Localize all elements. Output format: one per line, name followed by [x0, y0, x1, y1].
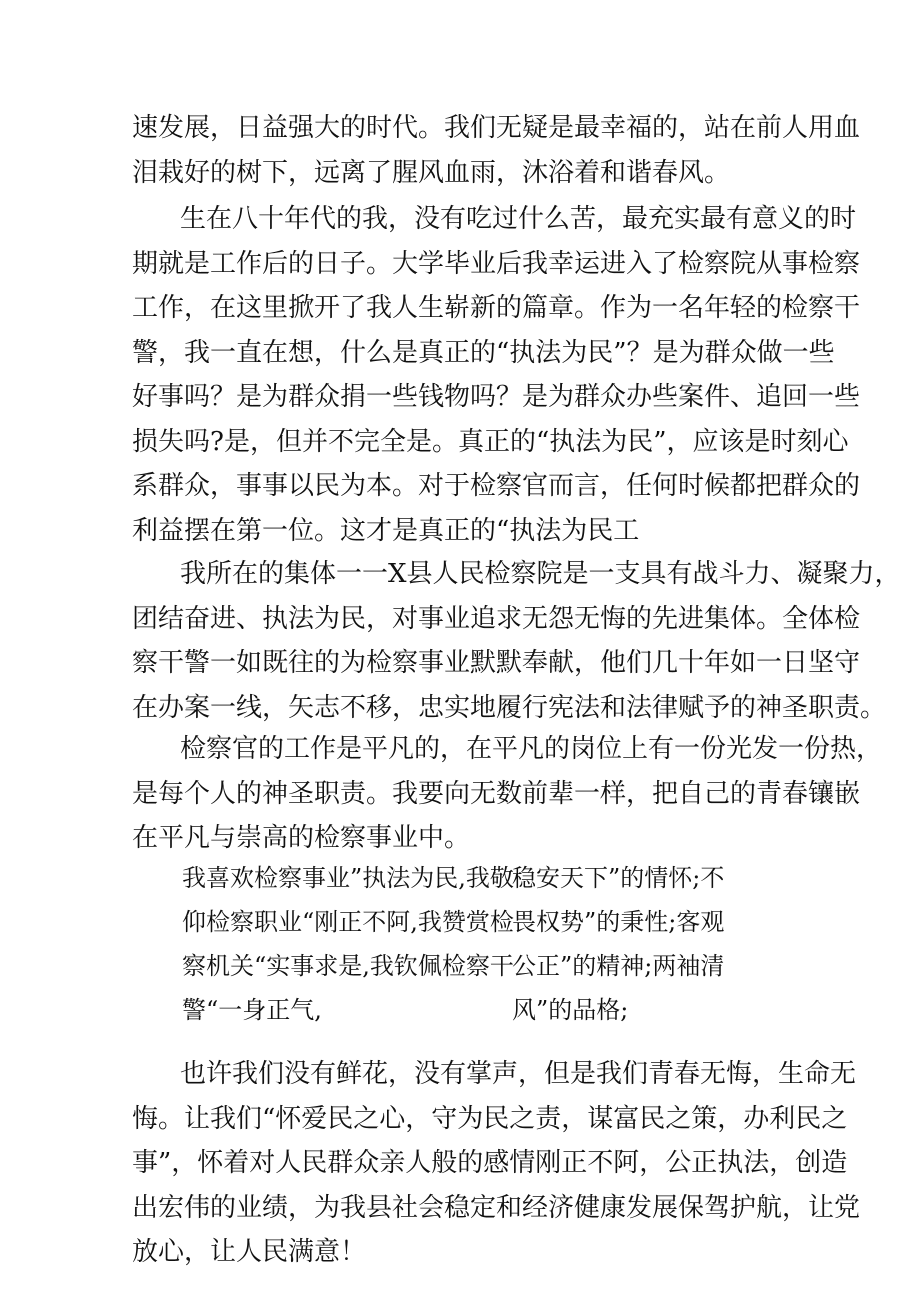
- text-line: 期就是工作后的日子。大学毕业后我幸运进入了检察院从事检察: [132, 248, 861, 279]
- text-line: 悔。让我们“怀爱民之心，守为民之责，谋富民之策，办利民之: [132, 1103, 848, 1134]
- paragraph-3: [132, 552, 901, 730]
- text-line: 是每个人的神圣职责。我要向无数前辈一样，把自己的青春镶嵌: [132, 778, 861, 809]
- text-line: 好事吗？是为群众捐一些钱物吗？是为群众办些案件、追回一些: [132, 382, 861, 412]
- text-line: 察干警一如既往的为检察事业默默奉献，他们几十年如一日坚守: [132, 648, 861, 678]
- column-line-right: 公正”的精神;两袖清: [512, 952, 725, 980]
- text-line: 检察官的工作是平凡的，在平凡的岗位上有一份光发一份热，: [180, 734, 883, 764]
- text-line: 工作，在这里掀开了我人生崭新的篇章。作为一名年轻的检察干: [132, 293, 861, 323]
- text-line: 出宏伟的业绩，为我县社会稳定和经济健康发展保驾护航，让党: [132, 1192, 861, 1223]
- column-line-left: 察机关“实事求是,我钦佩检察干: [182, 952, 514, 980]
- text-line: 事”，怀着对人民群众亲人般的感情刚正不阿，公正执法，创造: [132, 1148, 848, 1178]
- text-line: 放心，让人民满意！: [132, 1237, 367, 1267]
- text-line: 生在八十年代的我，没有吃过什么苦，最充实最有意义的时: [180, 204, 857, 234]
- column-line-left: 我喜欢检察事业”执法为民,我敬: [182, 864, 514, 892]
- column-line-left: 警“一身正气,: [182, 996, 322, 1024]
- column-line-left: 仰检察职业“刚正不阿,我赞赏检: [182, 908, 514, 936]
- text-line: 在平凡与崇高的检察事业中。: [132, 823, 471, 853]
- paragraph-4: [132, 727, 883, 861]
- text-line: 也许我们没有鲜花，没有掌声，但是我们青春无悔，生命无: [180, 1059, 857, 1089]
- text-line: 泪栽好的树下，远离了腥风血雨，沐浴着和谐春风。: [132, 157, 731, 188]
- text-line: 我所在的集体一一X县人民检察院是一支具有战斗力、凝聚力，: [180, 559, 901, 589]
- column-line-right: 畏权势”的秉性;客观: [512, 908, 725, 936]
- paragraph-6: [132, 1052, 861, 1275]
- text-line: 警，我一直在想，什么是真正的“执法为民”？是为群众做一些: [132, 337, 835, 368]
- paragraph-2: [132, 197, 861, 553]
- text-line: 损失吗?是，但并不完全是。真正的“执法为民”，应该是时刻心: [132, 426, 849, 457]
- column-line-right: 稳安天下”的情怀;不: [512, 864, 725, 892]
- text-line: 团结奋进、执法为民，对事业追求无怨无悔的先进集体。全体检: [132, 603, 861, 634]
- text-line: 在办案一线，矢志不移，忠实地履行宪法和法律赋予的神圣职责。: [132, 692, 887, 723]
- paragraph-1: [132, 106, 861, 195]
- text-line: 利益摆在第一位。这才是真正的“执法为民工: [132, 515, 640, 546]
- column-line-right: 风”的品格;: [512, 996, 629, 1024]
- text-line: 速发展，日益强大的时代。我们无疑是最幸福的，站在前人用血: [132, 113, 861, 143]
- text-line: 系群众，事事以民为本。对于检察官而言，任何时候都把群众的: [132, 471, 861, 501]
